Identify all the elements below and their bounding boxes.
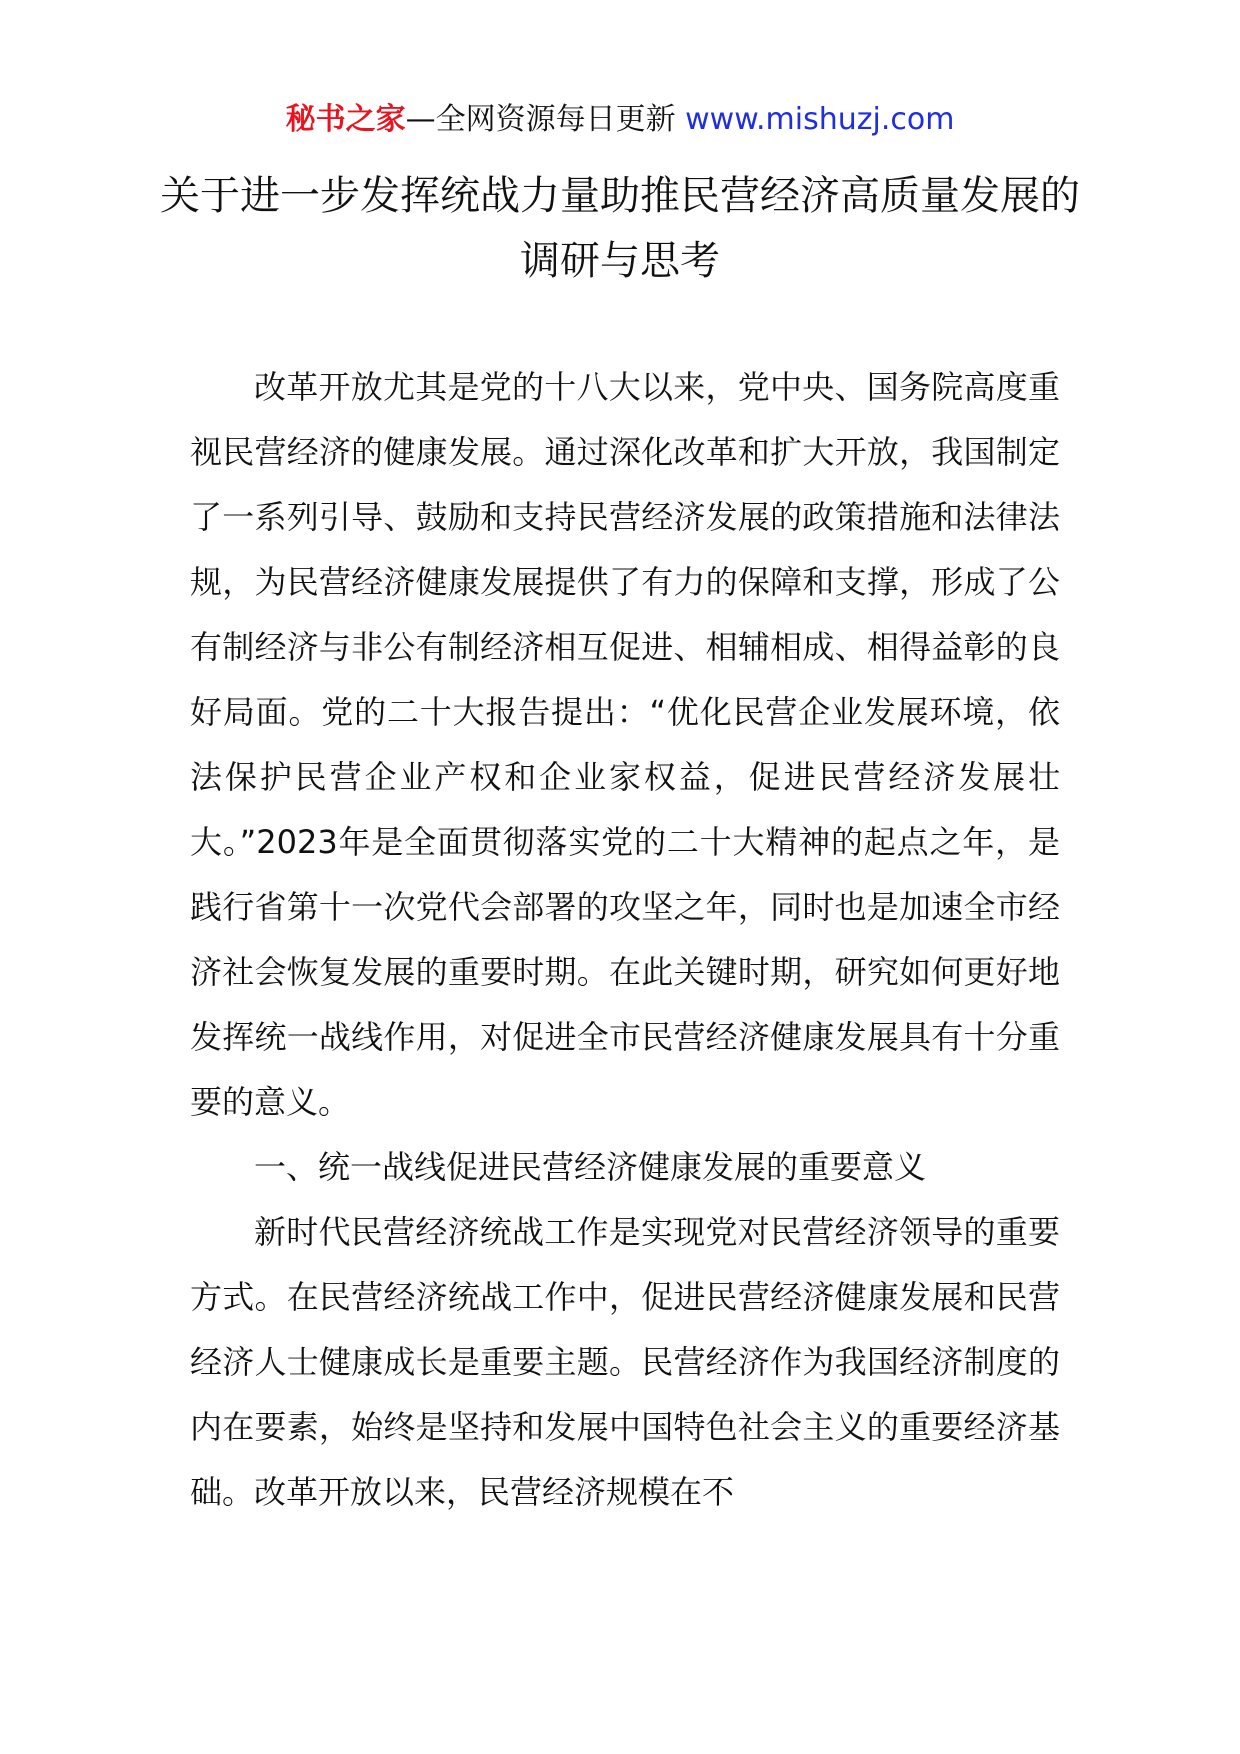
site-brand: 秘书之家 <box>285 102 406 137</box>
site-header <box>0 100 1240 140</box>
site-url-link[interactable]: www.mishuzj.com <box>685 102 955 137</box>
section-heading-1: 一、统一战线促进民营经济健康发展的重要意义 <box>254 1148 927 1186</box>
paragraph-intro: 改革开放尤其是党的十八大以来，党中央、国务院高度重视民营经济的健康发展。通过深化改革和扩大开放，我国制定了一系列引导、鼓励和支持民营经济发展的政策措施和法律法规，为民营经济健康发展提供了有力的保障和支撑，形成了公有制经济与非公有制经济相互促进、相辅相成、相得益彰的良好局面。党的二十大报告提出：“优化民营企业发展环境，依法保护民营企业产权和企业家权益，促进民营经济发展壮大。”2023年是全面贯彻落实党的二十大精神的起点之年，是践行省第十一次党代会部署的攻坚之年，同时也是加速全市经济社会恢复发展的重要时期。在此关键时期，研究如何更好地发挥统一战线作用，对促进全市民营经济健康发展具有十分重要的意义。 <box>190 368 1060 1121</box>
site-slogan: —全网资源每日更新 <box>405 102 676 137</box>
document-title: 关于进一步发挥统战力量助推民营经济高质量发展的调研与思考 <box>160 173 1080 284</box>
document-body <box>190 355 1060 1525</box>
paragraph-section-1: 新时代民营经济统战工作是实现党对民营经济领导的重要方式。在民营经济统战工作中，促进民营经济健康发展和民营经济人士健康成长是重要主题。民营经济作为我国经济制度的内在要素，始终是坚持和发展中国特色社会主义的重要经济基础。改革开放以来，民营经济规模在不 <box>190 1213 1060 1511</box>
